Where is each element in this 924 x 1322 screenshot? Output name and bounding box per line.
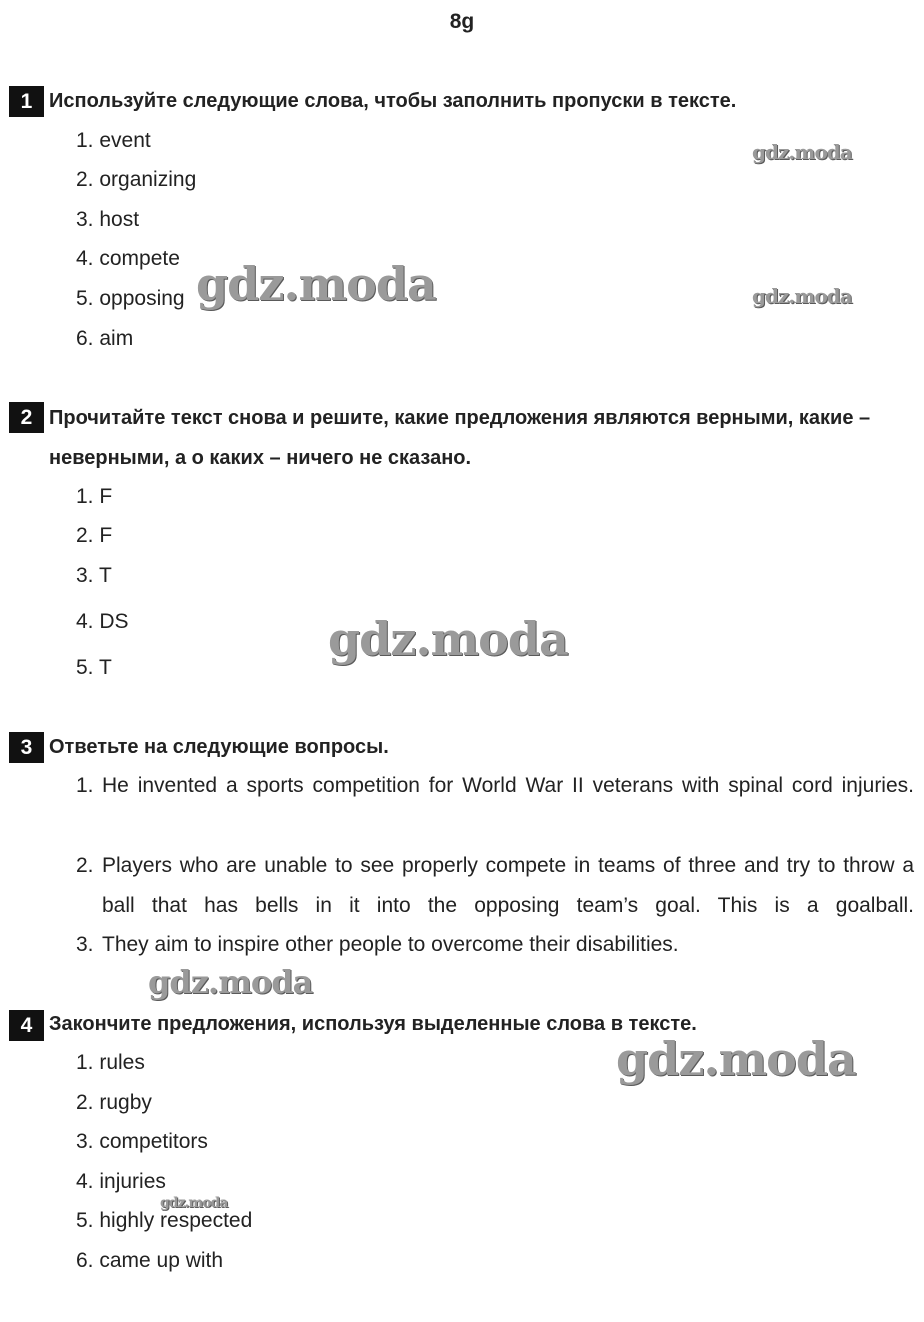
section-number-4: 4 [9,1010,44,1041]
answer-item: 1. event [76,129,151,152]
answer-item: 1. rules [76,1051,145,1074]
answer-item: 3. host [76,208,140,231]
watermark-logo: gdz.moda [616,1032,856,1086]
answer-number: 3. [76,933,94,956]
section-number-3: 3 [9,732,44,763]
answer-paragraph [76,846,914,926]
section-heading-1: Используйте следующие слова, чтобы заполнить пропуски в тексте. [49,90,737,112]
page-title: 8g [449,10,475,33]
answer-item: 2. organizing [76,168,197,191]
watermark-logo: gdz.moda [752,140,852,164]
answer-text: They aim to inspire other people to overcome their disabilities. [102,933,679,956]
watermark-logo: gdz.moda [148,963,313,1001]
answer-item: 1. F [76,485,113,508]
answer-item: 5. opposing [76,287,185,310]
answer-paragraph [76,766,914,806]
answer-text: Players who are unable to see properly compete in teams of three and try to throw a ball that has bells in it into the opposing team’s goal. This is a goalball. [102,854,914,917]
section-number-2: 2 [9,402,44,433]
answer-item: 4. DS [76,610,129,633]
answer-number: 2. [76,854,94,877]
watermark-logo: gdz.moda [160,1195,228,1211]
answer-item: 5. T [76,656,112,679]
answer-item: 3. competitors [76,1130,208,1153]
answer-item: 6. aim [76,327,134,350]
answer-item: 6. came up with [76,1249,224,1272]
answer-number: 1. [76,774,94,797]
answer-item: 2. F [76,524,113,547]
section-heading-3: Ответьте на следующие вопросы. [49,736,389,758]
watermark-logo: gdz.moda [328,612,568,666]
answer-paragraph [76,925,914,965]
section-heading-4: Закончите предложения, используя выделенные слова в тексте. [49,1013,697,1035]
answer-item: 2. rugby [76,1091,152,1114]
watermark-logo: gdz.moda [752,284,852,308]
answer-item: 4. injuries [76,1170,166,1193]
section-heading-2: Прочитайте текст снова и решите, какие предложения являются верными, какие – неверными, а о каких – ничего не сказано. [49,407,871,469]
section-number-1: 1 [9,86,44,117]
watermark-logo: gdz.moda [196,257,436,311]
answer-item: 3. T [76,564,112,587]
answer-item: 5. highly respected [76,1209,253,1232]
answer-item: 4. compete [76,247,180,270]
answer-text: He invented a sports competition for World War II veterans with spinal cord injuries. [102,774,914,797]
